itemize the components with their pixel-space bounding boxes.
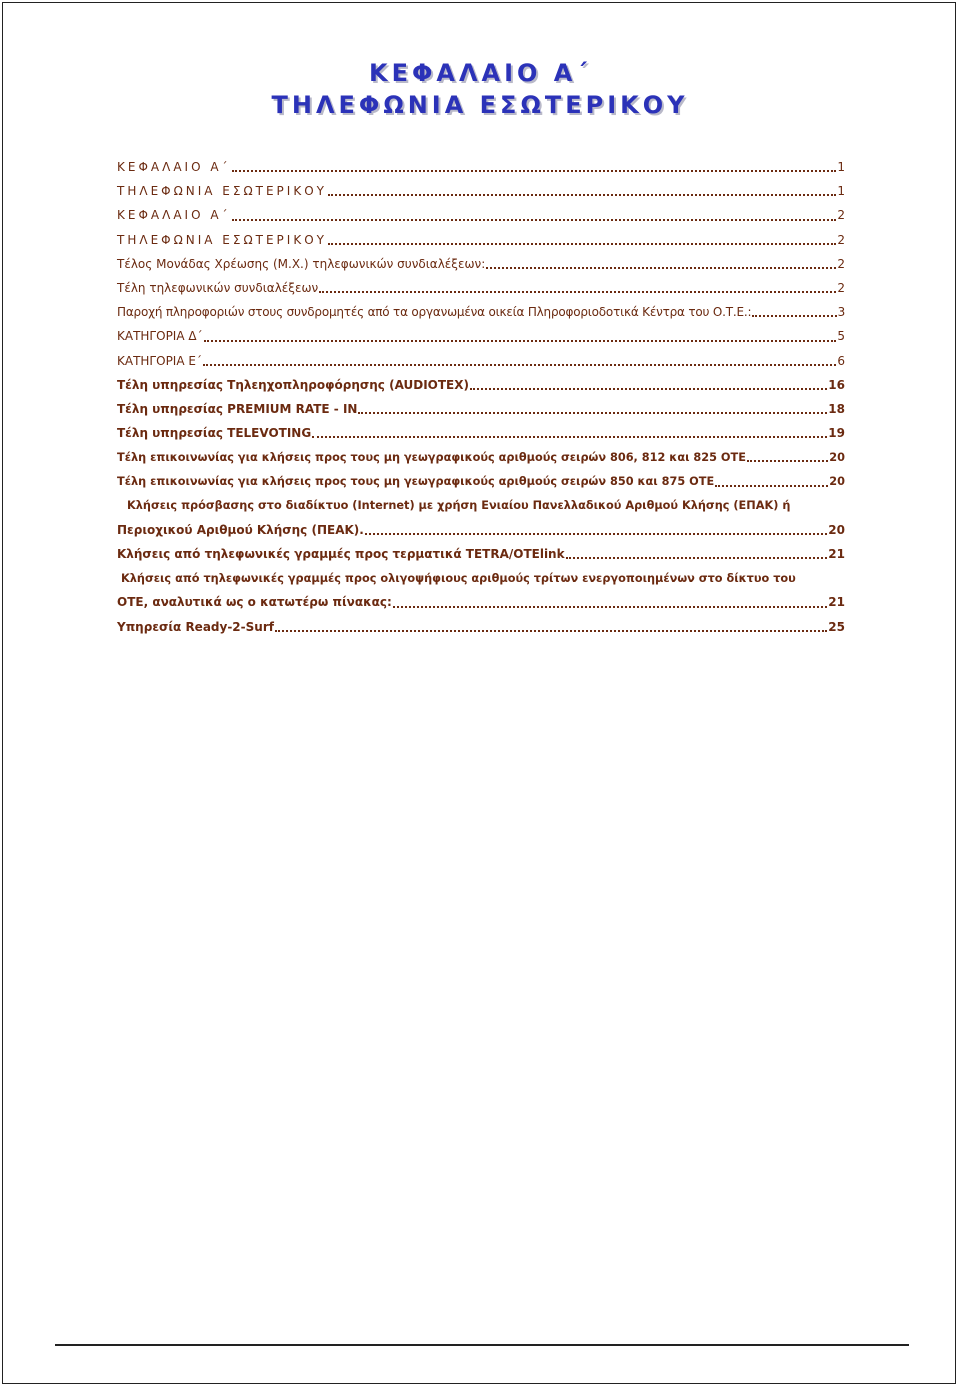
toc-page-number: 21 (828, 547, 845, 562)
toc-entry[interactable] (117, 276, 845, 300)
toc-leader (204, 339, 837, 342)
toc-entry-wrapped-line[interactable] (117, 566, 845, 590)
toc-leader (232, 218, 837, 221)
toc-entry-text: Υπηρεσία Ready-2-Surf (117, 619, 274, 634)
toc-entry-text: Τέλη υπηρεσίας Τηλεηχοπληροφόρησης (AUDIOTEX) (117, 377, 469, 392)
toc-leader (566, 556, 828, 559)
toc-leader (328, 193, 836, 196)
toc-entry-text: Κλήσεις από τηλεφωνικές γραμμές προς τερματικά TETRA/OTElink (117, 547, 565, 562)
toc-leader (470, 387, 827, 390)
toc-page-number: 3 (837, 305, 845, 320)
toc-entry-text: Παροχή πληροφοριών στους συνδρομητές από τα οργανωμένα οικεία Πληροφοριοδοτικά Κέντρα του Ο.Τ.Ε.: (117, 305, 752, 320)
toc-entry[interactable] (117, 300, 845, 324)
toc-leader (365, 532, 827, 535)
toc-entry[interactable] (117, 445, 845, 469)
toc-entry[interactable] (117, 469, 845, 493)
toc-entry[interactable] (117, 252, 845, 276)
toc-entry[interactable] (117, 179, 845, 203)
toc-leader (358, 411, 827, 414)
toc-page-number: 20 (829, 450, 845, 464)
toc-leader (486, 266, 836, 269)
toc-entry-text: ΚΕΦΑΛΑΙΟ Α΄ (117, 160, 231, 175)
toc-entry-text: Τέλος Μονάδας Χρέωσης (Μ.Χ.) τηλεφωνικών συνδιαλέξεων: (117, 256, 486, 271)
toc-page-number: 1 (837, 160, 845, 175)
toc-entry[interactable] (117, 397, 845, 421)
toc-leader (715, 484, 828, 487)
toc-entry[interactable] (117, 373, 845, 397)
toc-page-number: 21 (828, 595, 845, 610)
toc-leader (275, 629, 827, 632)
toc-page-number: 20 (829, 475, 845, 489)
toc-entry[interactable] (117, 518, 845, 542)
toc-entry[interactable] (117, 421, 845, 445)
toc-entry-text: ΚΑΤΗΓΟΡΙΑ Ε΄ (117, 353, 202, 368)
toc-entry-text: Τέλη επικοινωνίας για κλήσεις προς τους μη γεωγραφικούς αριθμούς σειρών 806, 812 και 825 ΟΤΕ (117, 450, 746, 464)
toc-entry[interactable] (117, 155, 845, 179)
toc-entry[interactable] (117, 615, 845, 639)
toc-entry-text-line1: Κλήσεις πρόσβασης στο διαδίκτυο (Internet) με χρήση Ενιαίου Πανελλαδικού Αριθμού Κλήσης (ΕΠΑΚ) ή (127, 499, 791, 513)
toc-entry-wrapped-line[interactable] (117, 494, 845, 518)
toc-page-number: 5 (837, 329, 845, 344)
toc-page-number: 2 (837, 281, 845, 296)
table-of-contents (117, 155, 845, 639)
toc-leader (752, 314, 836, 317)
toc-leader (203, 363, 836, 366)
toc-entry[interactable] (117, 590, 845, 614)
toc-entry-text: ΤΗΛΕΦΩΝΙΑ ΕΣΩΤΕΡΙΚΟΥ (117, 184, 327, 199)
toc-leader (747, 459, 828, 462)
toc-entry[interactable] (117, 203, 845, 227)
toc-page-number: 18 (828, 401, 845, 416)
toc-page-number: 25 (828, 619, 845, 634)
toc-leader (232, 169, 837, 172)
toc-entry-text: ΚΑΤΗΓΟΡΙΑ Δ΄ (117, 329, 203, 344)
toc-page-number: 6 (837, 353, 845, 368)
chapter-subtitle: ΤΗΛΕΦΩΝΙΑ ΕΣΩΤΕΡΙΚΟΥ (271, 91, 689, 119)
toc-leader (319, 290, 836, 293)
toc-entry[interactable] (117, 228, 845, 252)
chapter-title: ΚΕΦΑΛΑΙΟ Α΄ (369, 59, 591, 87)
toc-entry-text: Τέλη υπηρεσίας PREMIUM RATE - IN (117, 401, 358, 416)
toc-page-number: 20 (828, 522, 845, 537)
toc-page-number: 19 (828, 426, 845, 441)
toc-entry-text: ΤΗΛΕΦΩΝΙΑ ΕΣΩΤΕΡΙΚΟΥ (117, 232, 327, 247)
toc-entry[interactable] (117, 349, 845, 373)
toc-leader (328, 242, 836, 245)
toc-entry-text: ΚΕΦΑΛΑΙΟ Α΄ (117, 208, 231, 223)
footer-rule (55, 1344, 909, 1346)
toc-entry[interactable] (117, 542, 845, 566)
toc-page-number: 1 (837, 184, 845, 199)
toc-entry-text: Τέλη τηλεφωνικών συνδιαλέξεων (117, 281, 319, 296)
toc-entry-text: Περιοχικού Αριθμού Κλήσης (ΠΕΑΚ). (117, 522, 364, 537)
toc-page-number: 2 (837, 256, 845, 271)
toc-entry-text: Τέλη επικοινωνίας για κλήσεις προς τους μη γεωγραφικούς αριθμούς σειρών 850 και 875 ΟΤΕ (117, 475, 715, 489)
toc-leader (393, 605, 828, 608)
toc-entry[interactable] (117, 324, 845, 348)
toc-entry-text-line1: Κλήσεις από τηλεφωνικές γραμμές προς ολιγοψήφιους αριθμούς τρίτων ενεργοποιημένων στο δίκτυο του (121, 571, 796, 585)
toc-entry-text: Τέλη υπηρεσίας TELEVOTING (117, 426, 312, 441)
document-page (2, 2, 956, 1384)
toc-leader (312, 435, 827, 438)
toc-page-number: 16 (828, 377, 845, 392)
toc-entry-text: ΟΤΕ, αναλυτικά ως ο κατωτέρω πίνακας: (117, 595, 392, 610)
toc-page-number: 2 (837, 232, 845, 247)
toc-page-number: 2 (837, 208, 845, 223)
